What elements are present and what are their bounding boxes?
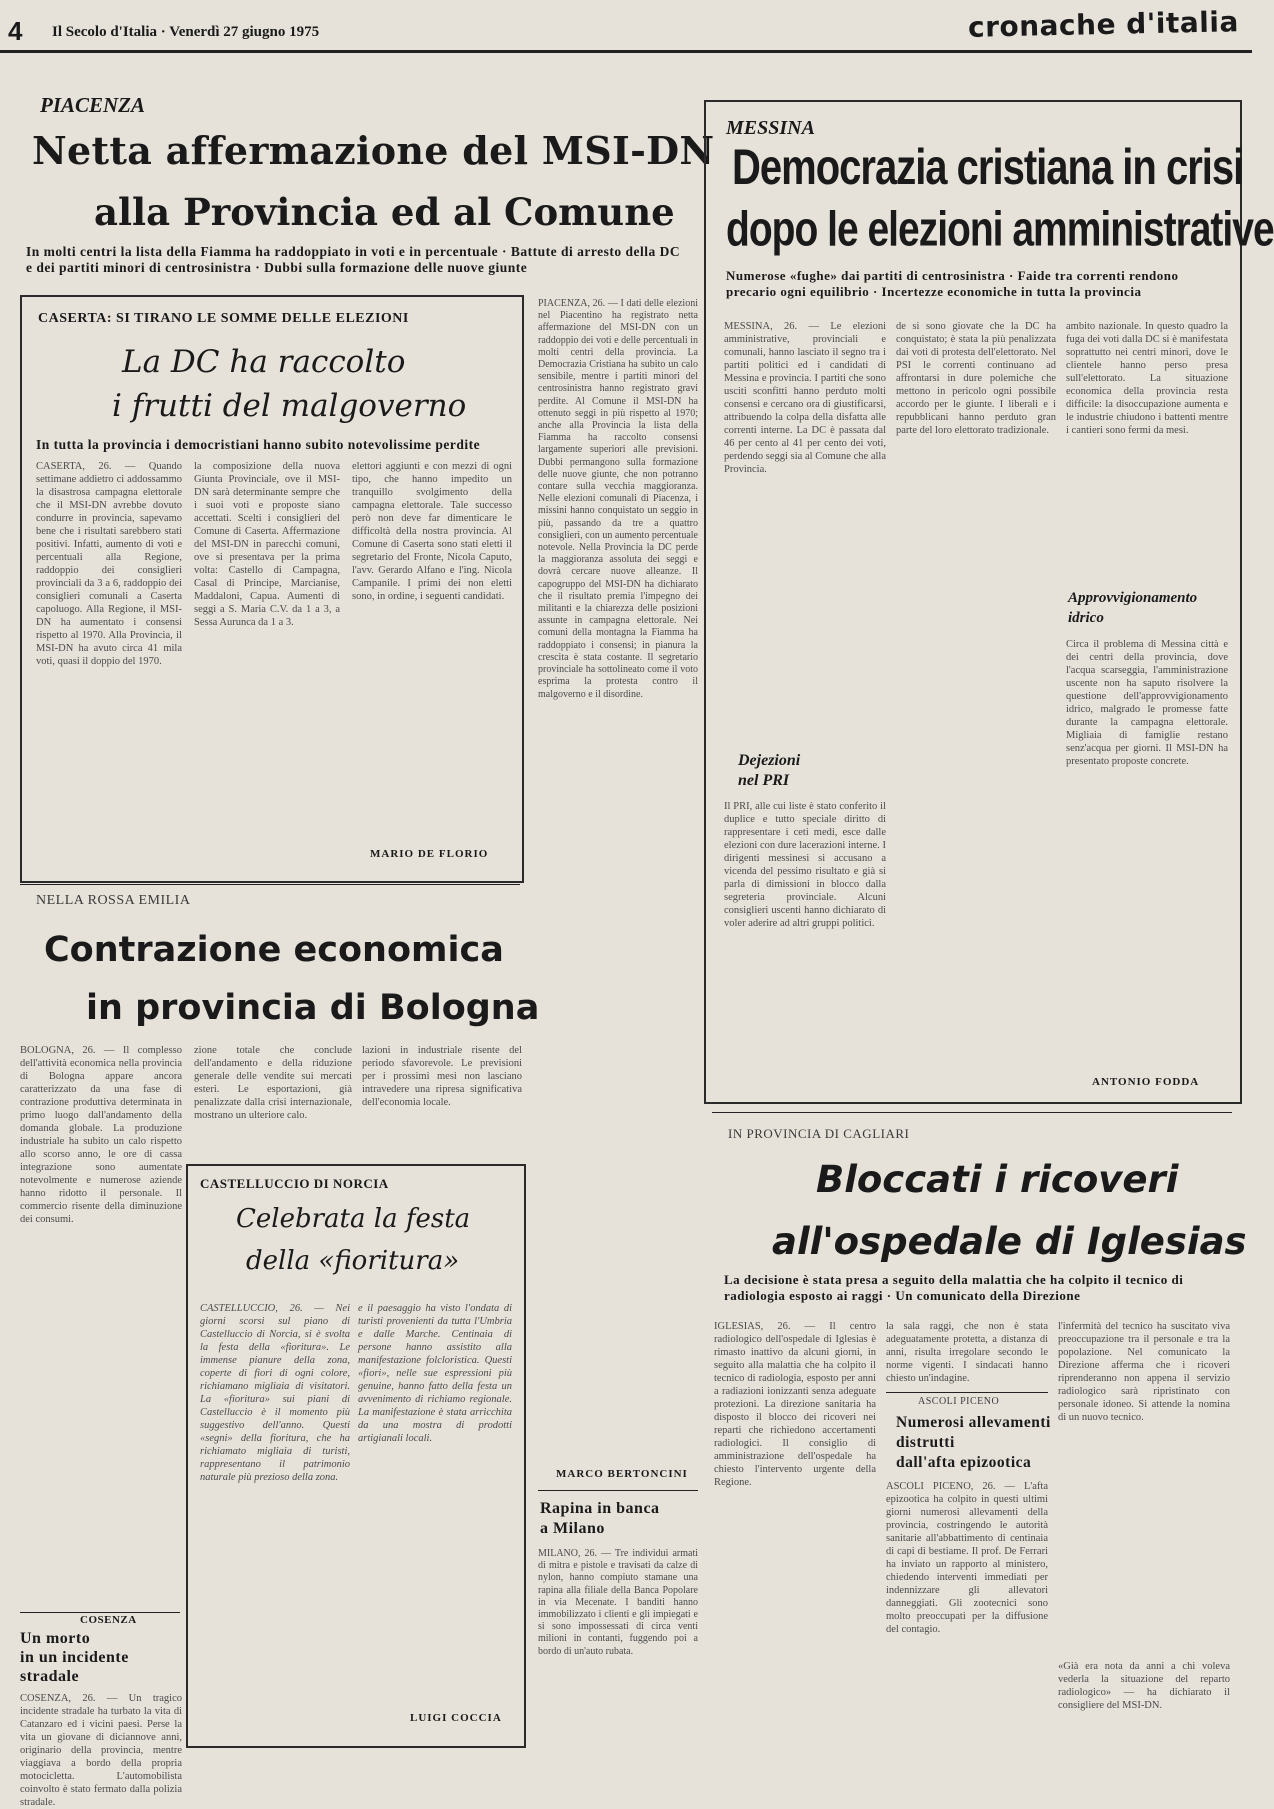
bologna-col-2: zione totale che conclude dell'andamento e della riduzione generale delle vendite sui mercati esteri. Le esportazioni, già penalizzate dalla crisi internazionale, mostrano un ulteriore calo. [194,1045,352,1121]
bologna-kicker: NELLA ROSSA EMILIA [36,893,191,908]
bologna-headline-1: Contrazione economica [44,930,504,970]
approv-headline-1: Approvvigionamento [1068,590,1198,606]
approv-headline-2: idrico [1068,610,1104,626]
messina-col-2: de si sono giovate che la DC ha conquistato; è stata la più penalizzata dai voti di protesta dell'elettorato. Nel PSI le correnti continuano ad affrontarsi in dure polemiche che mettono in pericolo ogni possibile accordo per le giunte. I liberali e i repubblicani hanno perduto gran parte del loro elettorato tradizionale. [896,321,1056,436]
piceno-top-rule [886,1392,1048,1393]
piceno-body: ASCOLI PICENO, 26. — L'afta epizootica ha colpito in questi ultimi giorni numerosi allevamenti della provincia, costringendo le autorità sanitarie all'abbattimento di centinaia di capi di bestiame. Il prof. De Ferrari ha inviato un rapporto al ministero, chiedendo interventi immediati per indennizzare gli allevatori danneggiati. Gli zootecnici sono molto preoccupati per la diffusione del contagio. [886,1481,1048,1635]
approv-body: Circa il problema di Messina città e dei centri della provincia, dove l'acqua scarseggia, l'amministrazione uscente non ha saputo risolvere la questione dell'approvvigionamento idrico, malgrado le promesse fatte durante la campagna elettorale. Migliaia di famiglie restano senz'acqua per giorni. Il MSI-DN ha presentato proposte concrete. [1066,639,1228,767]
section-title: cronache d'italia [967,5,1240,44]
messina-headline-2: dopo le elezioni amministrative [726,203,1274,257]
messina-subhead: Numerose «fughe» dai partiti di centrosinistra · Faide tra correnti rendono precario ogni equilibrio · Incertezze economiche in tutta la provincia [726,268,1179,299]
piacenza-headline-1: Netta affermazione del MSI-DN [32,128,715,173]
caserta-headline-1: La DC ha raccolto [122,344,406,380]
caserta-subhead: In tutta la provincia i democristiani hanno subito notevolissime perdite [36,437,481,452]
cagliari-col-2: la sala raggi, che non è stata adeguatamente protetta, a distanza di anni, risulta irregolare secondo le norme vigenti. I sindacati hanno chiesto un'indagine. [886,1321,1048,1384]
cagliari-kicker: IN PROVINCIA DI CAGLIARI [728,1126,910,1141]
cosenza-headline-2: in un incidente [20,1649,129,1666]
bologna-headline-2: in provincia di Bologna [86,988,540,1028]
cagliari-subhead: La decisione è stata presa a seguito della malattia che ha colpito il tecnico di radiologia esposto ai raggi · Un comunicato della Direzione [724,1272,1184,1303]
castelluccio-kicker: CASTELLUCCIO DI NORCIA [200,1176,389,1191]
caserta-kicker: CASERTA: SI TIRANO LE SOMME DELLE ELEZIONI [38,311,409,326]
approv-signature: ANTONIO FODDA [1092,1076,1200,1088]
caserta-col-2: la composizione della nuova Giunta Provinciale, ove il MSI-DN sarà determinante sempre che i suoi voti e proposte siano accettati. Scelti i consiglieri del Comune di Caserta. Affermazione del MSI-DN in parecchi comuni, ove si presentava per la prima volta: Castello di Campagna, Casal di Principe, Marcianise, Maddaloni, Capua. Aumenti di seggi a S. Maria C.V. da 1 a 3, a Sessa Aurunca da 1 a 3. [194,461,340,628]
piacenza-headline-2: alla Provincia ed al Comune [94,190,675,234]
bologna-col-1: BOLOGNA, 26. — Il complesso dell'attività economica nella provincia di Bologna appare ancora caratterizzato da una fase di contrazione produttiva determinata in primo luogo dall'andamento della domanda globale. La produzione industriale ha subito un calo rispetto allo scorso anno, le ore di cassa integrazione sono aumentate notevolmente e numerose aziende hanno ridotto il personale. Il commercio risente della diminuzione dei consumi. [20,1045,182,1225]
messina-col-1: MESSINA, 26. — Le elezioni amministrative, provinciali e comunali, hanno lasciato il segno tra i partiti politici ed i candidati di Messina e provincia. I partiti che sono usciti sconfitti hanno perduto molti consensi e cercano ora di giustificarsi, attribuendo la colpa della disfatta alle correnti interne. La DC è passata dal 46 per cento al 41 per cento dei voti, perdendo seggi sia al Comune che alla Provincia. [724,321,886,475]
castelluccio-signature: LUIGI COCCIA [410,1712,502,1724]
bologna-top-rule [20,884,520,885]
piceno-place: ASCOLI PICENO [918,1396,1000,1407]
rapina-headline-2: a Milano [540,1520,605,1537]
messina-headline-1: Democrazia cristiana in crisi [732,140,1244,195]
masthead-rule [0,50,1252,53]
caserta-headline-2: i frutti del malgoverno [112,388,467,424]
messina-col-3: ambito nazionale. In questo quadro la fuga dei voti dalla DC si è manifestata soprattutto nei centri minori, dove le clientele hanno perso presa sull'elettorato. La situazione economica della provincia resta difficile: la disoccupazione aumenta e le industrie chiudono i battenti mentre i cantieri sono fermi da mesi. [1066,321,1228,436]
castelluccio-col-2: e il paesaggio ha visto l'ondata di turisti provenienti da tutta l'Umbria e dalle Marche. Centinaia di persone hanno assistito alla manifestazione folcloristica. Questi «fiori», nelle sue espressioni più genuine, hanno fatto della festa un avvenimento di richiamo regionale. La manifestazione è stata arricchita da una mostra di prodotti artigianali locali. [358,1303,512,1444]
castelluccio-headline-1: Celebrata la festa [236,1204,471,1234]
cagliari-headline-2: all'ospedale di Iglesias [772,1220,1247,1263]
messina-kicker: MESSINA [726,117,815,139]
cagliari-top-rule [712,1112,1232,1113]
piacenza-body: PIACENZA, 26. — I dati delle elezioni nel Piacentino ha registrato netta affermazione del MSI-DN con un raddoppio dei voti e delle percentuali in molti centri della provincia. La Democrazia Cristiana ha subito un calo sensibile, mentre i partiti minori del centrosinistra hanno registrato gravi perdite. Al Comune il MSI-DN ha ottenuto seggi in più rispetto al 1970; anche alla Provincia la lista della Fiamma ha raccolto consensi largamente superiori alle previsioni. Dubbi permangono sulla formazione delle nuove giunte, che non potranno contare sulla vecchia maggioranza. Nelle elezioni comunali di Piacenza, i missini hanno conquistato un seggio in più, passando da tre a quattro consiglieri, con un aumento percentuale notevole. Nella Provincia la DC perde la maggioranza assoluta dei seggi e dovrà cercare nuove alleanze. Il capogruppo del MSI-DN ha dichiarato che il risultato premia l'impegno dei militanti e la chiarezza delle posizioni assunte in campagna elettorale. Nei comuni della montagna la Fiamma ha raddoppiato i consensi; in pianura la crescita è stata costante. Il segretario provinciale ha sottolineato come il voto esprima la protesta contro il malgoverno e il disordine. [538,298,698,700]
cosenza-top-rule [20,1612,180,1613]
caserta-col-1: CASERTA, 26. — Quando settimane addietro ci addossammo la disastrosa campagna elettorale che il MSI-DN avrebbe dovuto condurre in provincia, sapevamo bene che i risultati sarebbero stati positivi. Infatti, aumento di voti e percentuali alla Regione, raddoppio dei consiglieri provinciali da 3 a 6, raddoppio dei consiglieri comunali a Caserta capoluogo. Alla Regione, il MSI-DN ha aumentato i consensi rispetto al 1970. Alla Provincia, il MSI-DN ha avuto circa 41 mila voti, quasi il doppio del 1970. [36,461,182,667]
piacenza-kicker: PIACENZA [40,93,146,117]
rapina-body: MILANO, 26. — Tre individui armati di mitra e pistole e travisati da calze di nylon, hanno compiuto stamane una rapina alla filiale della Banca Popolare in via Mecenate. I banditi hanno immobilizzato i clienti e gli impiegati e si sono impossessati di circa venti milioni in contanti, fuggendo poi a bordo di un'auto rubata. [538,1548,698,1657]
cagliari-col-3-end: «Già era nota da anni a chi voleva vederla la situazione del reparto radiologico» — ha dichiarato il consigliere del MSI-DN. [1058,1661,1230,1711]
cosenza-headline-1: Un morto [20,1630,91,1647]
caserta-col-3: elettori aggiunti e con mezzi di ogni tipo, che hanno impedito un tranquillo svolgimento della campagna elettorale. Tale successo però non deve far dimenticare le difficoltà della nostra provincia. Al Comune di Caserta sono stati eletti il segretario del Fronte, Nicola Caputo, l'avv. Gerardo Alfano e l'ing. Nicola Campanile. I primi dei non eletti sono, in ordine, i seguenti candidati. [352,461,512,602]
piceno-headline-1: Numerosi allevamenti [896,1414,1051,1431]
page-number: 4 [8,16,23,46]
piacenza-signature: MARCO BERTONCINI [556,1468,688,1480]
bologna-col-3: lazioni in industriale risente del periodo sfavorevole. Le previsioni per i prossimi mesi non lasciano intravedere una ripresa significativa dell'economia locale. [362,1045,522,1108]
caserta-signature: MARIO DE FLORIO [370,848,489,860]
cagliari-col-3: l'infermità del tecnico ha suscitato viva preoccupazione tra il personale e tra la popolazione. Nel comunicato la Direzione afferma che i ricoveri riprenderanno non appena il servizio radiologico sarà ripristinato con personale idoneo. Si attende la nomina di un nuovo tecnico. [1058,1321,1230,1423]
cosenza-headline-3: stradale [20,1668,80,1685]
rapina-divider [538,1490,698,1491]
piceno-headline-2: distrutti [896,1434,955,1451]
dejezioni-headline-1: Dejezioni [738,752,801,769]
cosenza-body: COSENZA, 26. — Un tragico incidente stradale ha turbato la vita di Catanzaro ed i vicini paesi. Perse la vita un giovane di diciannove anni, originario della provincia, mentre viaggiava a bordo della propria motocicletta. L'automobilista coinvolto è stato fermato dalla polizia stradale. [20,1693,182,1808]
cagliari-headline-1: Bloccati i ricoveri [816,1158,1179,1201]
masthead-dateline: Il Secolo d'Italia · Venerdì 27 giugno 1975 [52,24,320,40]
dejezioni-headline-2: nel PRI [738,772,790,789]
cosenza-place: COSENZA [80,1614,137,1626]
castelluccio-col-1: CASTELLUCCIO, 26. — Nei giorni scorsi sul piano di Castelluccio di Norcia, si è svolta la festa della «fioritura». Le immense pianure della zona, coperte di fiori di ogni colore, richiamano migliaia di visitatori. La «fioritura» sui piani di Castelluccio è il momento più suggestivo dell'anno. Questi «segni» della fioritura, che ha richiamato migliaia di turisti, rappresentano il patrimonio naturale più prezioso della zona. [200,1303,350,1483]
piacenza-subhead: In molti centri la lista della Fiamma ha raddoppiato in voti e in percentuale · Battute di arresto della DC e dei partiti minori di centrosinistra · Dubbi sulla formazione delle nuove giunte [26,244,681,275]
castelluccio-headline-2: della «fioritura» [246,1246,460,1276]
piceno-headline-3: dall'afta epizootica [896,1454,1032,1471]
cagliari-col-1: IGLESIAS, 26. — Il centro radiologico dell'ospedale di Iglesias è rimasto inattivo da alcuni giorni, in seguito alla malattia che ha colpito il tecnico di radiologia, esposto per anni a radiazioni ionizzanti senza adeguate protezioni. La direzione sanitaria ha disposto il blocco dei ricoveri nei reparti che richiedono accertamenti radiologici. Il consiglio di amministrazione dell'ospedale ha chiesto l'intervento urgente della Regione. [714,1321,876,1488]
dejezioni-body: Il PRI, alle cui liste è stato conferito il duplice e tutto speciale diritto di rappresentare i ceti medi, esce dalle elezioni con dure lacerazioni interne. I dirigenti messinesi si accusano a vicenda del pessimo risultato e già si parla di dimissioni in blocco dalla segreteria provinciale. Alcuni consiglieri uscenti hanno dichiarato di voler aderire ad altri gruppi politici. [724,801,886,929]
rapina-headline-1: Rapina in banca [540,1500,660,1517]
